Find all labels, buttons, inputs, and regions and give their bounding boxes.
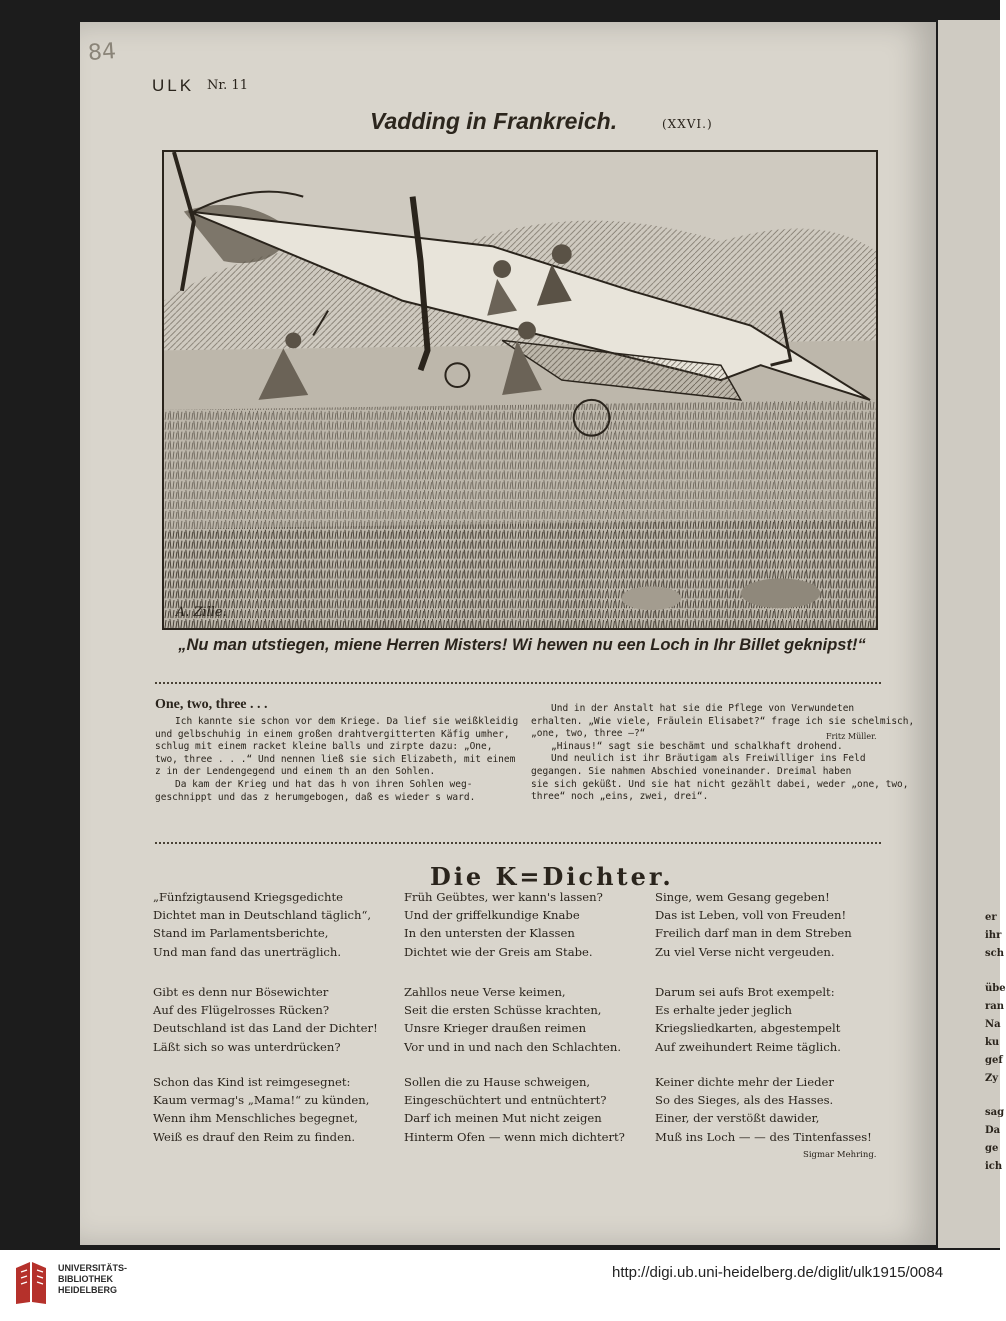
poem-line: Und man fand das unerträglich. bbox=[153, 944, 342, 959]
story-left-column bbox=[155, 716, 518, 804]
poem-signature: Sigmar Mehring. bbox=[803, 1150, 877, 1160]
library-name-line: UNIVERSITÄTS- bbox=[58, 1263, 128, 1273]
poem-line: Wenn ihm Menschliches begegnet, bbox=[153, 1111, 358, 1126]
poem-line: Läßt sich so was unterdrücken? bbox=[153, 1039, 341, 1054]
poem-line: Hinterm Ofen — wenn mich dichtert? bbox=[404, 1129, 625, 1144]
fragment: ge bbox=[985, 1143, 999, 1154]
story-line: und gelbschuhig in einem großen drahtvergitterten Käfig umher, bbox=[155, 728, 510, 740]
story-line: „one, two, three —?“ bbox=[531, 728, 646, 740]
fragment: übe bbox=[985, 983, 1006, 994]
fragment: Na bbox=[985, 1019, 1001, 1030]
poem-stanza bbox=[404, 888, 603, 961]
divider-bottom bbox=[155, 842, 881, 844]
poem-line: Darum sei aufs Brot exempelt: bbox=[655, 985, 835, 999]
artist-signature: A. Zille. bbox=[175, 605, 227, 621]
story-line: geschnippt und das z herumgebogen, daß es wieder s ward. bbox=[155, 791, 476, 803]
story-line: Da kam der Krieg und hat das h von ihren Sohlen weg- bbox=[175, 778, 473, 790]
poem-line: Dichtet wie der Greis am Stabe. bbox=[404, 944, 593, 959]
story-right-column bbox=[531, 703, 914, 804]
story-title: One, two, three . . . bbox=[155, 697, 268, 712]
fragment: gef bbox=[985, 1055, 1003, 1066]
fragment: Zy bbox=[985, 1073, 999, 1084]
story-line: sie sich geküßt. Und sie hat nicht gezählt dabei, weder „one, two, bbox=[531, 778, 909, 790]
poem-line: Zu viel Verse nicht vergeuden. bbox=[655, 944, 835, 959]
divider-top bbox=[155, 682, 881, 684]
story-line: Und in der Anstalt hat sie die Pflege von Verwundeten bbox=[551, 703, 855, 714]
poem-line: „Fünfzigtausend Kriegsgedichte bbox=[153, 890, 343, 904]
poem-line: Stand im Parlamentsberichte, bbox=[153, 926, 329, 941]
library-name-line: BIBLIOTHEK bbox=[58, 1274, 113, 1284]
poem-line: Weiß es drauf den Reim zu finden. bbox=[153, 1129, 356, 1144]
fragment: ihr bbox=[985, 930, 1002, 941]
poem-line: Singe, wem Gesang gegeben! bbox=[655, 890, 830, 904]
poem-line: Es erhalte jeder jeglich bbox=[655, 1003, 793, 1018]
poem-stanza bbox=[153, 888, 371, 961]
library-name-line: HEIDELBERG bbox=[58, 1285, 118, 1295]
poem-stanza bbox=[153, 983, 378, 1056]
poem-line: Kaum vermag's „Mama!“ zu künden, bbox=[153, 1093, 370, 1108]
cartoon-illustration bbox=[162, 150, 878, 630]
story-line: two, three . . .“ Und nennen ließ sie sich Elizabeth, mit einem bbox=[155, 753, 516, 765]
story-line: gegangen. Sie nahmen Abschied voneinander. Dreimal haben bbox=[531, 765, 852, 777]
fragment: ran bbox=[985, 1001, 1005, 1012]
story-line: three“ noch „eins, zwei, drei“. bbox=[531, 791, 709, 803]
magazine-name: ULK bbox=[152, 76, 195, 95]
poem-line: Einer, der verstößt dawider, bbox=[655, 1111, 820, 1126]
poem-stanza bbox=[404, 1073, 625, 1146]
poem-stanza bbox=[404, 983, 621, 1056]
cartoon-series-number: (XXVI.) bbox=[662, 117, 713, 131]
poem-line: Zahllos neue Verse keimen, bbox=[404, 985, 566, 999]
poem-stanza bbox=[655, 983, 841, 1056]
poem-line: Vor und in und nach den Schlachten. bbox=[404, 1039, 622, 1054]
poem-stanza bbox=[655, 1073, 872, 1146]
source-url-link[interactable]: http://digi.ub.uni-heidelberg.de/diglit/ulk1915/0084 bbox=[612, 1264, 944, 1281]
poem-line: Unsre Krieger draußen reimen bbox=[404, 1021, 587, 1036]
poem-line: Das ist Leben, voll von Freuden! bbox=[655, 908, 847, 923]
poem-line: Seit die ersten Schüsse krachten, bbox=[404, 1003, 602, 1018]
poem-stanza bbox=[153, 1073, 369, 1146]
poem-line: Muß ins Loch — — des Tintenfasses! bbox=[655, 1129, 872, 1144]
story-line: z in der Lendengegend und einem th an den Sohlen. bbox=[155, 766, 436, 778]
poem-line: Auf des Flügelrosses Rücken? bbox=[153, 1003, 330, 1018]
poem-line: Schon das Kind ist reimgesegnet: bbox=[153, 1075, 351, 1089]
poem-line: Darf ich meinen Mut nicht zeigen bbox=[404, 1111, 602, 1126]
story-line: erhalten. „Wie viele, Fräulein Elisabet?“ frage ich sie schelmisch, bbox=[531, 715, 915, 727]
poem-line: Kriegsliedkarten, abgestempelt bbox=[655, 1021, 841, 1036]
fragment: er bbox=[985, 912, 997, 923]
fragment: ku bbox=[985, 1037, 1000, 1048]
poem-line: Und der griffelkundige Knabe bbox=[404, 908, 580, 923]
poem-line: Auf zweihundert Reime täglich. bbox=[655, 1039, 841, 1054]
poem-line: In den untersten der Klassen bbox=[404, 926, 575, 941]
poem-line: Keiner dichte mehr der Lieder bbox=[655, 1075, 834, 1089]
cartoon-title: Vadding in Frankreich. bbox=[370, 108, 618, 134]
poem-line: Sollen die zu Hause schweigen, bbox=[404, 1075, 591, 1089]
story-line: „Hinaus!“ sagt sie beschämt und schalkhaft drohend. bbox=[551, 740, 843, 752]
poem-line: Deutschland ist das Land der Dichter! bbox=[153, 1021, 378, 1036]
fragment: ich bbox=[985, 1161, 1003, 1172]
story-line: Und neulich ist ihr Bräutigam als Freiwilliger ins Feld bbox=[551, 753, 866, 765]
fragment: sch bbox=[985, 948, 1004, 959]
pencil-page-number: 84 bbox=[87, 39, 117, 66]
story-line: schlug mit einem racket kleine balls und zirpte dazu: „One, bbox=[155, 741, 493, 753]
poem-line: Gibt es denn nur Bösewichter bbox=[153, 985, 329, 999]
poem-line: Früh Geübtes, wer kann's lassen? bbox=[404, 890, 603, 904]
poem-line: Eingeschüchtert und entnüchtert? bbox=[404, 1093, 607, 1108]
fragment: sag bbox=[985, 1107, 1005, 1118]
story-signature: Fritz Müller. bbox=[826, 732, 877, 741]
poem-line: Freilich darf man in dem Streben bbox=[655, 926, 852, 941]
poem-stanza bbox=[655, 888, 852, 961]
fragment: Da bbox=[985, 1125, 1001, 1136]
poem-title: Die K=Dichter. bbox=[430, 862, 674, 891]
poem-line: Dichtet man in Deutschland täglich“, bbox=[153, 908, 372, 923]
poem-line: So des Sieges, als des Hasses. bbox=[655, 1093, 834, 1108]
issue-number: Nr. 11 bbox=[207, 78, 248, 93]
cartoon-caption: „Nu man utstiegen, miene Herren Misters! Wi hewen nu een Loch in Ihr Billet geknipst!“ bbox=[178, 636, 866, 654]
story-line: Ich kannte sie schon vor dem Kriege. Da lief sie weißkleidig bbox=[175, 716, 519, 727]
